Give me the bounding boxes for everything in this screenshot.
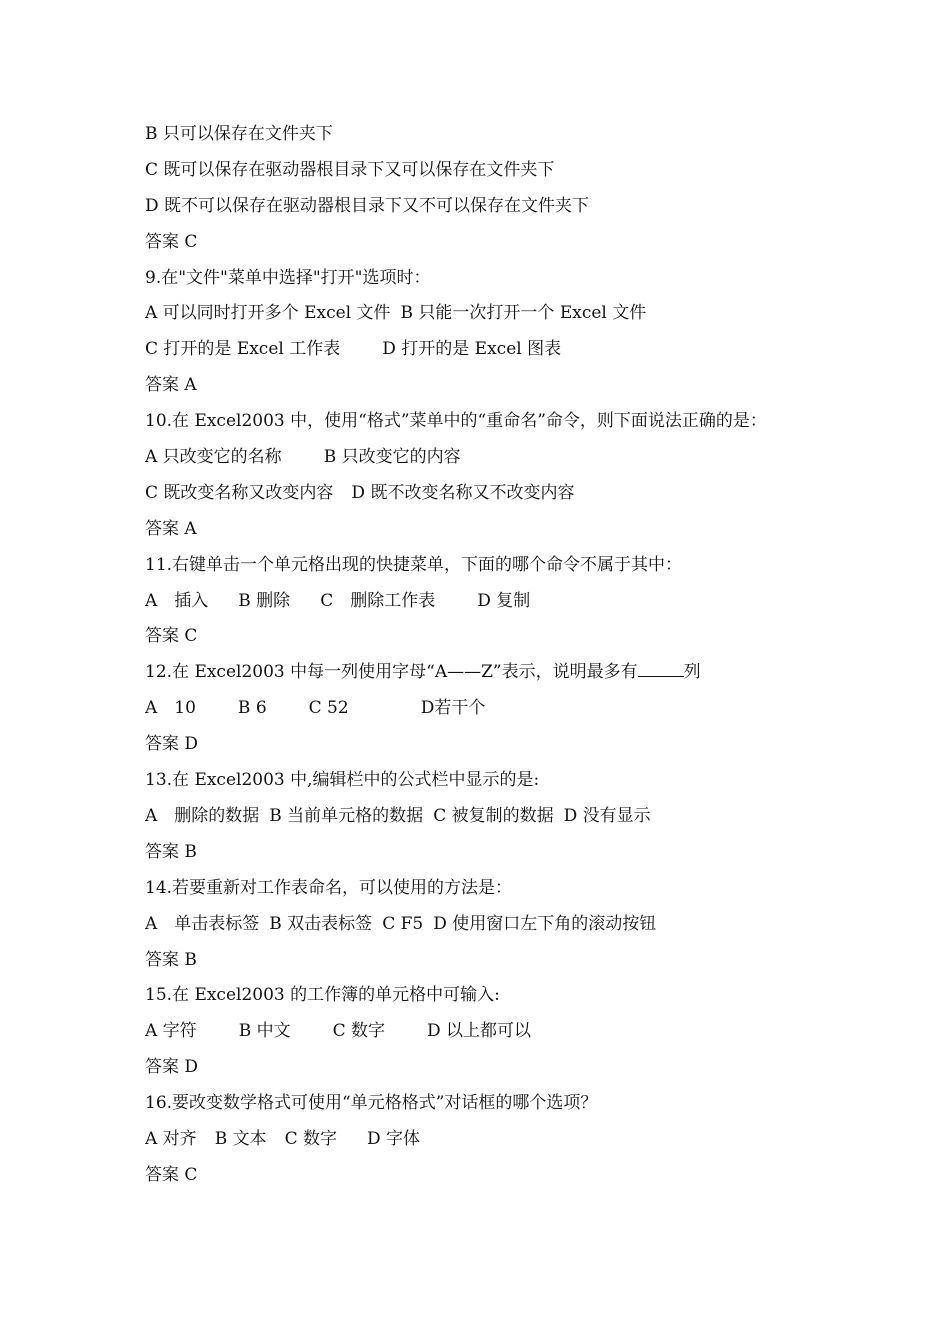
q10-option-b: B 只改变它的内容 — [323, 447, 461, 468]
q8-answer: 答案 C — [145, 231, 198, 252]
q12-question-text: 12.在 Excel2003 中每一列使用字母“A——Z”表示，说明最多有 — [145, 662, 638, 683]
q11-question: 11.右键单击一个单元格出现的快捷菜单，下面的哪个命令不属于其中： — [145, 554, 683, 575]
q13-option-c: C 被复制的数据 — [433, 805, 554, 826]
q16-option-c: C 数字 — [284, 1128, 338, 1149]
q9-option-a: A 可以同时打开多个 Excel 文件 — [145, 303, 391, 324]
q12-options — [145, 691, 825, 727]
q9-option-d: D 打开的是 Excel 图表 — [382, 339, 562, 360]
q9-answer: 答案 A — [145, 375, 197, 396]
q13-options — [145, 799, 825, 835]
q10-option-d: D 既不改变名称又不改变内容 — [351, 482, 575, 503]
q15-option-b: B 中文 — [238, 1021, 291, 1042]
q11-option-d: D 复制 — [477, 590, 531, 611]
q11-option-a: A 插入 — [145, 590, 209, 611]
q9-options-row2 — [145, 332, 825, 368]
q15-options — [145, 1014, 825, 1050]
q9-option-b: B 只能一次打开一个 Excel 文件 — [400, 303, 647, 324]
q13-option-b: B 当前单元格的数据 — [269, 805, 424, 826]
q13-option-a: A 删除的数据 — [145, 805, 260, 826]
q9-option-c: C 打开的是 Excel 工作表 — [145, 339, 341, 360]
q12-question-suffix: 列 — [683, 662, 701, 683]
q12-option-b: B 6 — [237, 698, 267, 719]
q14-question: 14.若要重新对工作表命名，可以使用的方法是： — [145, 877, 513, 898]
q12-answer: 答案 D — [145, 734, 199, 755]
q16-answer: 答案 C — [145, 1164, 198, 1185]
q16-options — [145, 1122, 825, 1158]
q16-option-a: A 对齐 — [145, 1128, 197, 1149]
q15-option-c: C 数字 — [332, 1021, 386, 1042]
q10-question: 10.在 Excel2003 中，使用“格式”菜单中的“重命名”命令，则下面说法正确的是： — [145, 411, 767, 432]
q13-question: 13.在 Excel2003 中,编辑栏中的公式栏中显示的是: — [145, 770, 540, 791]
q10-answer: 答案 A — [145, 518, 197, 539]
q16-option-d: D 字体 — [367, 1128, 421, 1149]
q15-question: 15.在 Excel2003 的工作簿的单元格中可输入: — [145, 985, 500, 1006]
q10-options-row1 — [145, 440, 825, 476]
q14-option-b: B 双击表标签 — [269, 913, 373, 934]
q15-option-a: A 字符 — [145, 1021, 197, 1042]
q16-option-b: B 文本 — [214, 1128, 267, 1149]
q14-option-c: C F5 — [382, 913, 424, 934]
q9-question: 9.在"文件"菜单中选择"打开"选项时： — [145, 267, 431, 288]
q12-option-a: A 10 — [145, 698, 196, 719]
q11-option-c: C 删除工作表 — [320, 590, 436, 611]
q13-option-d: D 没有显示 — [563, 805, 651, 826]
q12-fill-blank — [638, 658, 684, 677]
q9-options-row1 — [145, 296, 825, 332]
q14-option-d: D 使用窗口左下角的滚动按钮 — [433, 913, 657, 934]
q8-option-c: C 既可以保存在驱动器根目录下又可以保存在文件夹下 — [145, 159, 555, 180]
q11-answer: 答案 C — [145, 626, 198, 647]
q8-option-d: D 既不可以保存在驱动器根目录下又不可以保存在文件夹下 — [145, 195, 590, 216]
q12-question — [145, 655, 825, 691]
q10-options-row2 — [145, 476, 825, 512]
q12-option-d: D若干个 — [420, 698, 486, 719]
q15-answer: 答案 D — [145, 1057, 199, 1078]
q16-question: 16.要改变数学格式可使用“单元格格式”对话框的哪个选项？ — [145, 1093, 598, 1114]
q12-option-c: C 52 — [308, 698, 349, 719]
q10-option-c: C 既改变名称又改变内容 — [145, 482, 334, 503]
q15-option-d: D 以上都可以 — [427, 1021, 532, 1042]
q14-option-a: A 单击表标签 — [145, 913, 260, 934]
q11-option-b: B 删除 — [238, 590, 291, 611]
q10-option-a: A 只改变它的名称 — [145, 447, 282, 468]
quiz-content — [145, 117, 825, 1194]
q14-options — [145, 907, 825, 943]
q14-answer: 答案 B — [145, 949, 197, 970]
q11-options — [145, 584, 825, 620]
q8-option-b: B 只可以保存在文件夹下 — [145, 124, 333, 144]
q13-answer: 答案 B — [145, 841, 197, 862]
